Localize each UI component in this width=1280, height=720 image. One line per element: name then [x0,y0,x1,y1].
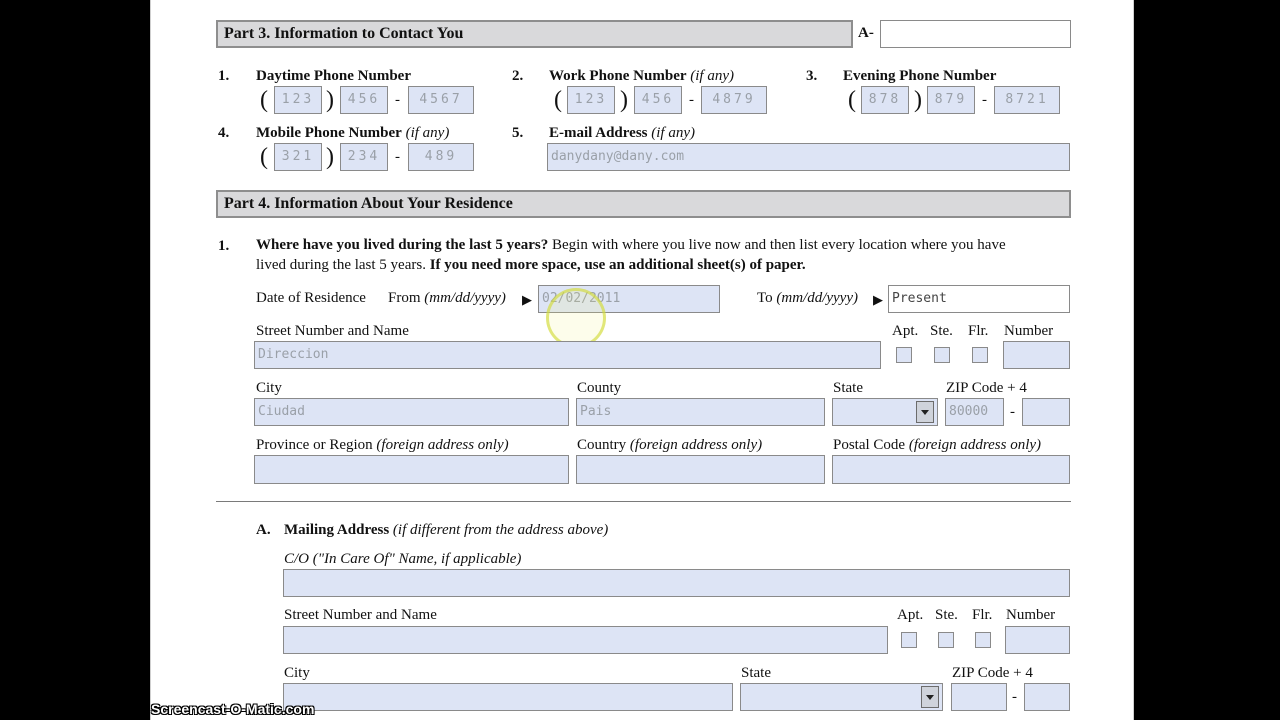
country-field[interactable] [576,455,825,484]
part3-header [216,20,853,48]
mailing-apt-checkbox[interactable] [901,632,917,648]
residence-question-line1: Where have you lived during the last 5 years? Begin with where you live now and then list every location where you have [256,237,1006,253]
mailing-title: Mailing Address (if different from the address above) [284,522,609,538]
province-field[interactable] [254,455,569,484]
evening-phone-label: Evening Phone Number [843,68,997,84]
work-area-code-field[interactable]: 123 [567,86,615,114]
daytime-prefix-field[interactable]: 456 [340,86,388,114]
mailing-state-select[interactable] [740,683,943,711]
dash: - [1012,689,1017,705]
mailing-number-field[interactable] [1005,626,1070,654]
dash: - [689,92,694,108]
mailing-street-label: Street Number and Name [284,607,437,623]
mobile-area-code-field[interactable]: 321 [274,143,322,171]
date-of-residence-label: Date of Residence [256,290,366,306]
mailing-flr-label: Flr. [972,607,993,623]
left-letterbox [0,0,150,720]
care-of-label: C/O ("In Care Of" Name, if applicable) [284,551,522,567]
a-number-field[interactable] [880,20,1071,48]
right-letterbox [1132,0,1280,720]
mailing-ste-checkbox[interactable] [938,632,954,648]
county-field[interactable]: Pais [576,398,825,426]
close-paren: ) [326,144,334,170]
close-paren: ) [620,87,628,113]
mailing-state-label: State [741,665,771,681]
mobile-prefix-field[interactable]: 234 [340,143,388,171]
mailing-ste-label: Ste. [935,607,958,623]
watermark-logo: Screencast-O-Matic.com [151,701,315,717]
item-number: 2. [512,68,524,84]
mailing-zip-field[interactable] [951,683,1007,711]
item-number: 3. [806,68,818,84]
apt-number-field[interactable] [1003,341,1070,369]
email-field[interactable]: danydany@dany.com [547,143,1070,171]
work-line-field[interactable]: 4879 [701,86,767,114]
number-label: Number [1004,323,1054,339]
open-paren: ( [260,144,268,170]
apt-checkbox[interactable] [896,347,912,363]
section-divider [216,501,1071,502]
part3-title: Part 3. Information to Contact You [224,25,464,42]
province-label: Province or Region (foreign address only) [256,437,509,453]
city-field[interactable]: Ciudad [254,398,569,426]
chevron-down-icon[interactable] [921,686,939,708]
to-date-field[interactable]: Present [888,285,1070,313]
dash: - [982,92,987,108]
county-label: County [577,380,622,396]
evening-prefix-field[interactable]: 879 [927,86,975,114]
evening-line-field[interactable]: 8721 [994,86,1060,114]
arrow-right-icon: ▶ [522,292,532,307]
part4-header [216,190,1071,218]
flr-checkbox[interactable] [972,347,988,363]
work-prefix-field[interactable]: 456 [634,86,682,114]
mailing-city-field[interactable] [283,683,733,711]
country-label: Country (foreign address only) [577,437,763,453]
open-paren: ( [848,87,856,113]
daytime-phone-label: Daytime Phone Number [256,68,411,84]
flr-label: Flr. [968,323,989,339]
from-label: From (mm/dd/yyyy) [388,290,506,306]
daytime-area-code-field[interactable]: 123 [274,86,322,114]
to-label: To (mm/dd/yyyy) [757,290,858,306]
postal-label: Postal Code (foreign address only) [833,437,1042,453]
state-label: State [833,380,863,396]
email-label: E-mail Address (if any) [549,125,695,141]
residence-question-line2: lived during the last 5 years. If you need more space, use an additional sheet(s) of paper. [256,257,806,273]
mailing-number-label: Number [1006,607,1056,623]
ste-checkbox[interactable] [934,347,950,363]
from-date-field[interactable]: 02/02/2011 [538,285,720,313]
mailing-flr-checkbox[interactable] [975,632,991,648]
postal-field[interactable] [832,455,1070,484]
mailing-apt-label: Apt. [897,607,924,623]
arrow-right-icon: ▶ [873,292,883,307]
mailing-street-field[interactable] [283,626,888,654]
zip-field[interactable]: 80000 [945,398,1004,426]
zip-label: ZIP Code + 4 [946,380,1027,396]
apt-label: Apt. [892,323,919,339]
street-label: Street Number and Name [256,323,409,339]
close-paren: ) [326,87,334,113]
item-number: 1. [218,68,230,84]
mouse-cursor-highlight [546,288,606,348]
mailing-zip-label: ZIP Code + 4 [952,665,1033,681]
item-number: 5. [512,125,524,141]
city-label: City [256,380,282,396]
dash: - [395,149,400,165]
work-phone-label: Work Phone Number (if any) [549,68,734,84]
open-paren: ( [260,87,268,113]
dash: - [1010,404,1015,420]
mobile-line-field[interactable]: 489 [408,143,474,171]
evening-area-code-field[interactable]: 878 [861,86,909,114]
item-number: 1. [218,238,230,254]
a-number-label: A- [858,25,874,41]
care-of-field[interactable] [283,569,1070,597]
chevron-down-icon[interactable] [916,401,934,423]
street-field[interactable]: Direccion [254,341,881,369]
item-number: 4. [218,125,230,141]
ste-label: Ste. [930,323,953,339]
mobile-phone-label: Mobile Phone Number (if any) [256,125,450,141]
mailing-city-label: City [284,665,310,681]
mailing-letter: A. [256,522,271,538]
close-paren: ) [914,87,922,113]
daytime-line-field[interactable]: 4567 [408,86,474,114]
open-paren: ( [554,87,562,113]
part4-title: Part 4. Information About Your Residence [224,195,513,212]
zip4-field[interactable] [1022,398,1070,426]
mailing-zip4-field[interactable] [1024,683,1070,711]
dash: - [395,92,400,108]
